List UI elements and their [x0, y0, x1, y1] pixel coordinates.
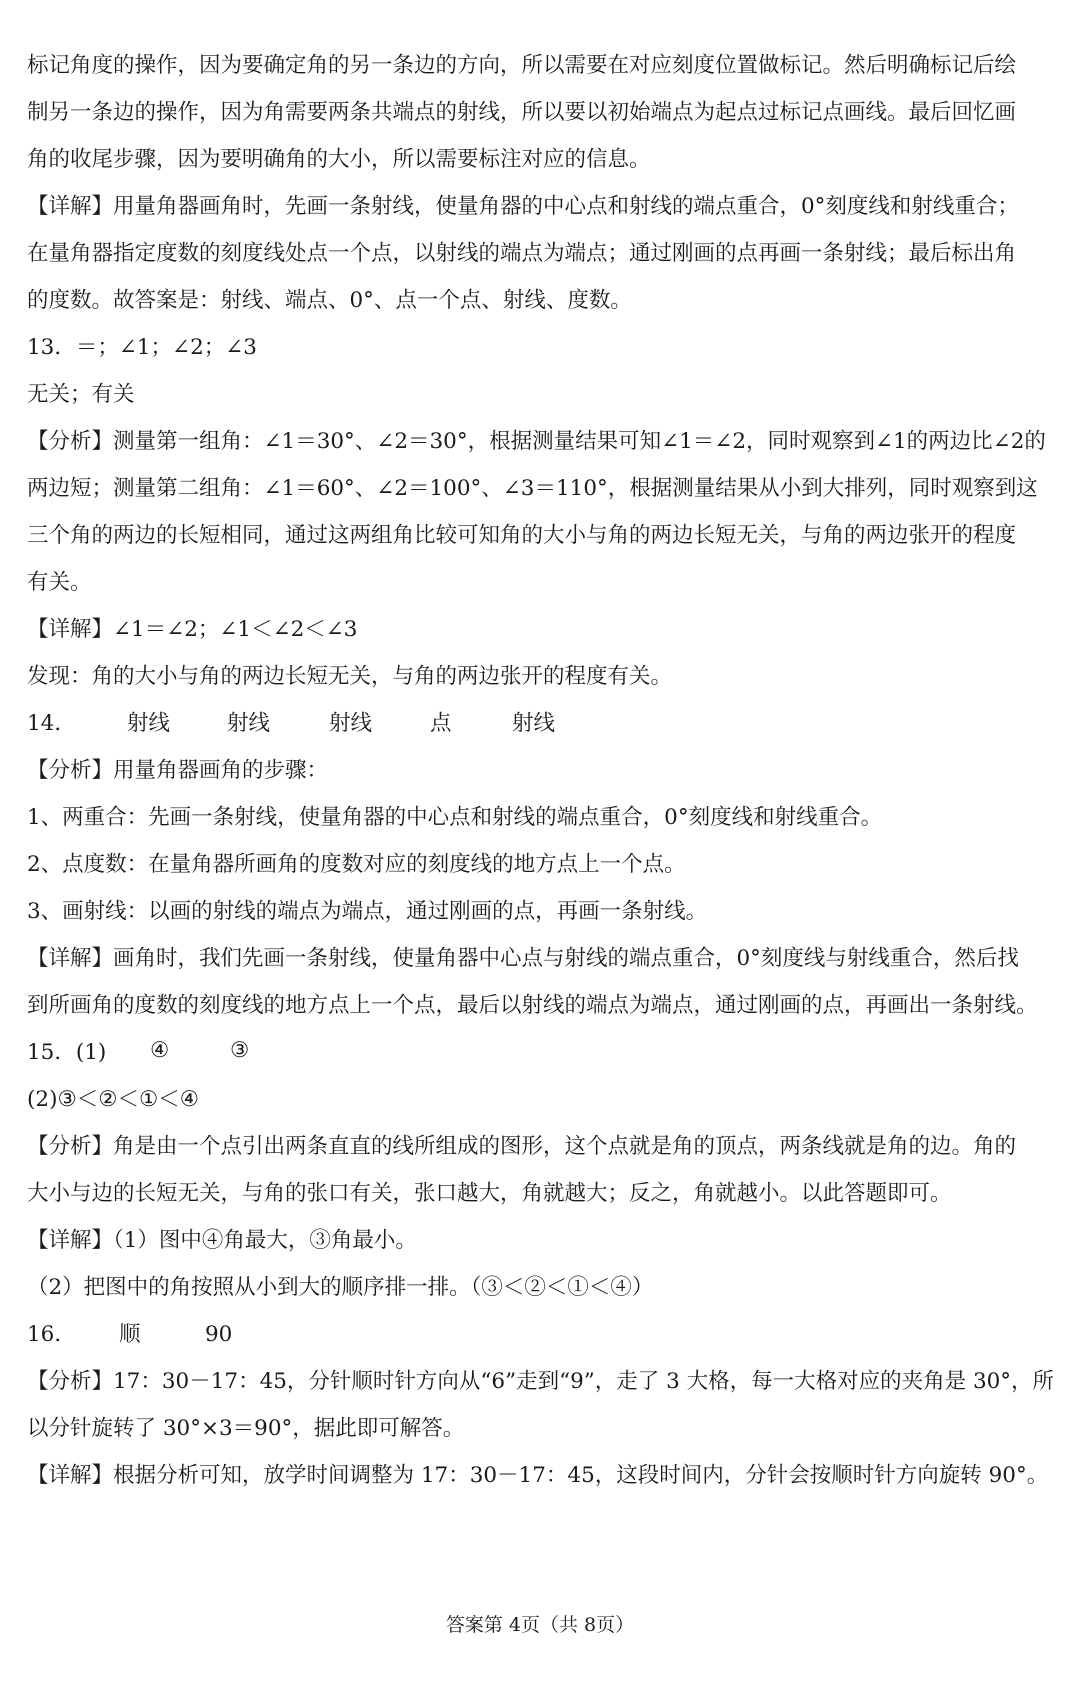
text-line: 1、两重合：先画一条射线，使量角器的中心点和射线的端点重合，0°刻度线和射线重合。	[27, 805, 883, 830]
text-line: 【分析】测量第一组角：∠1＝30°、∠2＝30°，根据测量结果可知∠1＝∠2，同时观察到∠1的两边比∠2的	[27, 429, 1046, 454]
answer-15-2: (2)③＜②＜①＜④	[27, 1087, 200, 1112]
text-line: 角的收尾步骤，因为要明确角的大小，所以需要标注对应的信息。	[27, 147, 651, 172]
text-line: 【详解】根据分析可知，放学时间调整为 17：30－17：45，这段时间内，分针会按顺时针方向旋转 90°。	[27, 1463, 1049, 1488]
text-line: 三个角的两边的长短相同，通过这两组角比较可知角的大小与角的两边长短无关，与角的两边张开的程度	[27, 523, 1017, 548]
text-line: 两边短；测量第二组角：∠1＝60°、∠2＝100°、∠3＝110°，根据测量结果从小到大排列，同时观察到这	[27, 476, 1038, 501]
text-line: 【详解】（1）图中④角最大，③角最小。	[27, 1228, 417, 1253]
answer-13: 13．＝；∠1；∠2；∠3	[27, 335, 257, 360]
text-line: 【分析】角是由一个点引出两条直直的线所组成的图形，这个点就是角的顶点，两条线就是角的边。角的	[27, 1134, 1017, 1159]
question-16-number: 16．	[27, 1322, 76, 1347]
question-14-answer: 射线	[512, 711, 556, 736]
text-line: （2）把图中的角按照从小到大的顺序排一排。（③＜②＜①＜④）	[27, 1275, 654, 1300]
question-16-answer: 顺	[119, 1322, 141, 1347]
text-line: 2、点度数：在量角器所画角的度数对应的刻度线的地方点上一个点。	[27, 852, 686, 877]
text-line: 【详解】∠1＝∠2；∠1＜∠2＜∠3	[27, 617, 358, 642]
text-line: 发现：角的大小与角的两边长短无关，与角的两边张开的程度有关。	[27, 664, 673, 689]
text-line: 大小与边的长短无关，与角的张口有关，张口越大，角就越大；反之，角就越小。以此答题即可。	[27, 1181, 952, 1206]
text-line: 在量角器指定度数的刻度线处点一个点，以射线的端点为端点；通过刚画的点再画一条射线；最后标出角	[27, 241, 1017, 266]
text-line: 以分针旋转了 30°×3＝90°，据此即可解答。	[27, 1416, 465, 1441]
text-line: 制另一条边的操作，因为角需要两条共端点的射线，所以要以初始端点为起点过标记点画线。最后回忆画	[27, 100, 1017, 125]
text-line: 【分析】用量角器画角的步骤：	[27, 758, 329, 783]
text-line: 的度数。故答案是：射线、端点、0°、点一个点、射线、度数。	[27, 288, 632, 313]
text-line: 标记角度的操作，因为要确定角的另一条边的方向，所以需要在对应刻度位置做标记。然后明确标记后绘	[27, 53, 1017, 78]
text-line: 无关；有关	[27, 382, 135, 407]
text-line: 【详解】画角时，我们先画一条射线，使量角器中心点与射线的端点重合，0°刻度线与射线重合，然后找	[27, 946, 1019, 971]
question-15-number: 15．(1)	[27, 1040, 107, 1065]
question-14-number: 14．	[27, 711, 76, 736]
page-footer: 答案第 4页（共 8页）	[445, 1614, 635, 1636]
text-line: 到所画角的度数的刻度线的地方点上一个点，最后以射线的端点为端点，通过刚画的点，再画出一条射线。	[27, 993, 1038, 1018]
text-line: 【分析】17：30－17：45，分针顺时针方向从“6”走到“9”，走了 3 大格，每一大格对应的夹角是 30°，所	[27, 1369, 1055, 1394]
question-16-answer: 90	[205, 1322, 233, 1347]
question-14-answer: 射线	[329, 711, 373, 736]
question-15-answer: ④	[150, 1038, 170, 1063]
question-15-answer: ③	[230, 1038, 250, 1063]
text-line: 3、画射线：以画的射线的端点为端点，通过刚画的点，再画一条射线。	[27, 899, 708, 924]
text-line: 【详解】用量角器画角时，先画一条射线，使量角器的中心点和射线的端点重合，0°刻度线和射线重合；	[27, 194, 1019, 219]
question-14-answer: 射线	[127, 711, 171, 736]
text-line: 有关。	[27, 570, 92, 595]
question-14-answer: 点	[430, 711, 452, 736]
question-14-answer: 射线	[227, 711, 271, 736]
